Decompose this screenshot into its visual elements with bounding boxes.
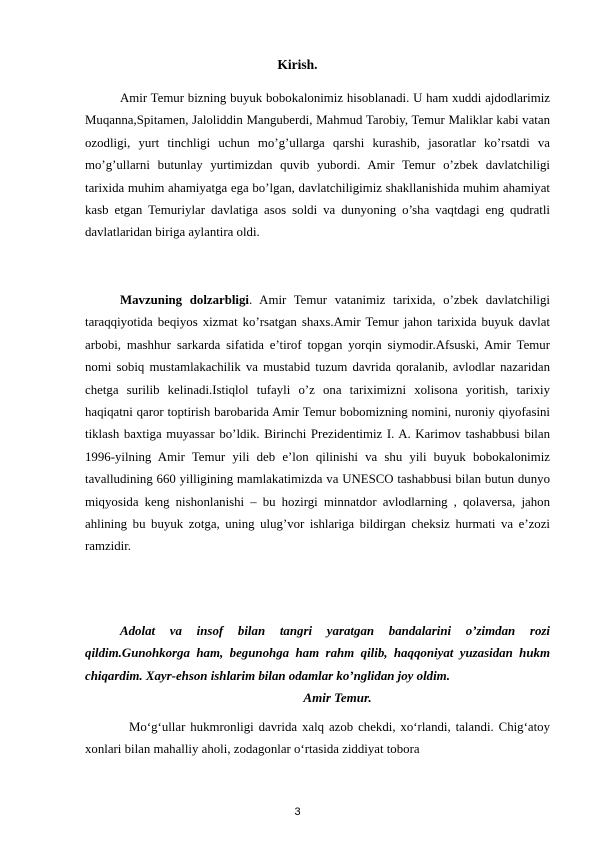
document-title: Kirish. [277,57,318,72]
paragraph-intro-text: Amir Temur bizning buyuk bobokalonimiz hisoblanadi. U ham xuddi ajdodlarimiz Muqanna,Spitamen, Jaloliddin Manguberdi, Mahmud Tarobiy, Temur Maliklar kabi vatan ozodligi, yurt tinchligi uchun mo’g’ullarga qarshi kurashib, jasoratlar ko’rsatdi va mo’g’ullarni butunlay yurtimizdan quvib yubordi. Amir Temur o’zbek davlatchiligi tarixida muhim ahamiyatga ega bo’lgan, davlatchiligimiz shakllanishida muhim ahamiyat kasb etgan Temuriylar davlatiga asos soldi va dunyoning o’sha vaqtdagi eng qudratli davlatlaridan biriga aylantira oldi. [85,91,550,240]
quote-text: Adolat va insof bilan tangri yaratgan bandalarini o’zimdan rozi qildim.Gunohkorga ham, begunohga ham rahm qilib, haqqoniyat yuzasidan hukm chiqardim. Xayr-ehson ishlarim bilan odamlar ko’nglidan joy oldim. [85,624,550,683]
quote-paragraph [85,620,550,687]
paragraph-relevance [85,289,550,558]
paragraph-mongol-text: Mo‘g‘ullar hukmronligi davrida xalq azob chekdi, xo‘rlandi, talandi. Chig‘atoy xonlari bilan mahalliy aholi, zodagonlar o‘rtasida ziddiyat tobora [85,720,550,757]
quote-signature: Amir Temur. [303,690,372,705]
paragraph-relevance-text: . Amir Temur vatanimiz tarixida, o’zbek davlatchiligi taraqqiyotida beqiyos xizmat ko’rsatgan shaxs.Amir Temur jahon tarixida buyuk davlat arbobi, mashhur sarkarda sifatida e’tirof topgan yorqin siymodir.Afsuski, Amir Temur nomi sobiq mustamlakachilik va mustabid tuzum davrida qoralanib, avlodlar nazaridan chetga surilib kelinadi.Istiqlol tufayli o’z ona tariximizni xolisona yoritish, tarixiy haqiqatni qaror toptirish barobarida Amir Temur bobomizning nomini, nuroniy qiyofasini tiklash baxtiga muyassar bo’ldik. Birinchi Prezidentimiz I. A. Karimov tashabbusi bilan 1996-yilning Amir Temur yili deb e’lon qilinishi va shu yili buyuk bobokalonimiz tavalludining 660 yilligining mamlakatimizda va UNESCO tashabbusi bilan butun dunyo miqyosida keng nishonlanishi – bu hozirgi minnatdor avlodlarning , qolaversa, jahon ahlining bu buyuk zotga, uning ulug’vor ishlariga bildirgan cheksiz hurmati va e’zozi ramzidir. [85,293,550,554]
paragraph-mongol [85,716,550,761]
paragraph-intro [85,87,550,244]
relevance-heading: Mavzuning dolzarbligi [120,293,249,307]
page-number: 3 [294,806,301,818]
